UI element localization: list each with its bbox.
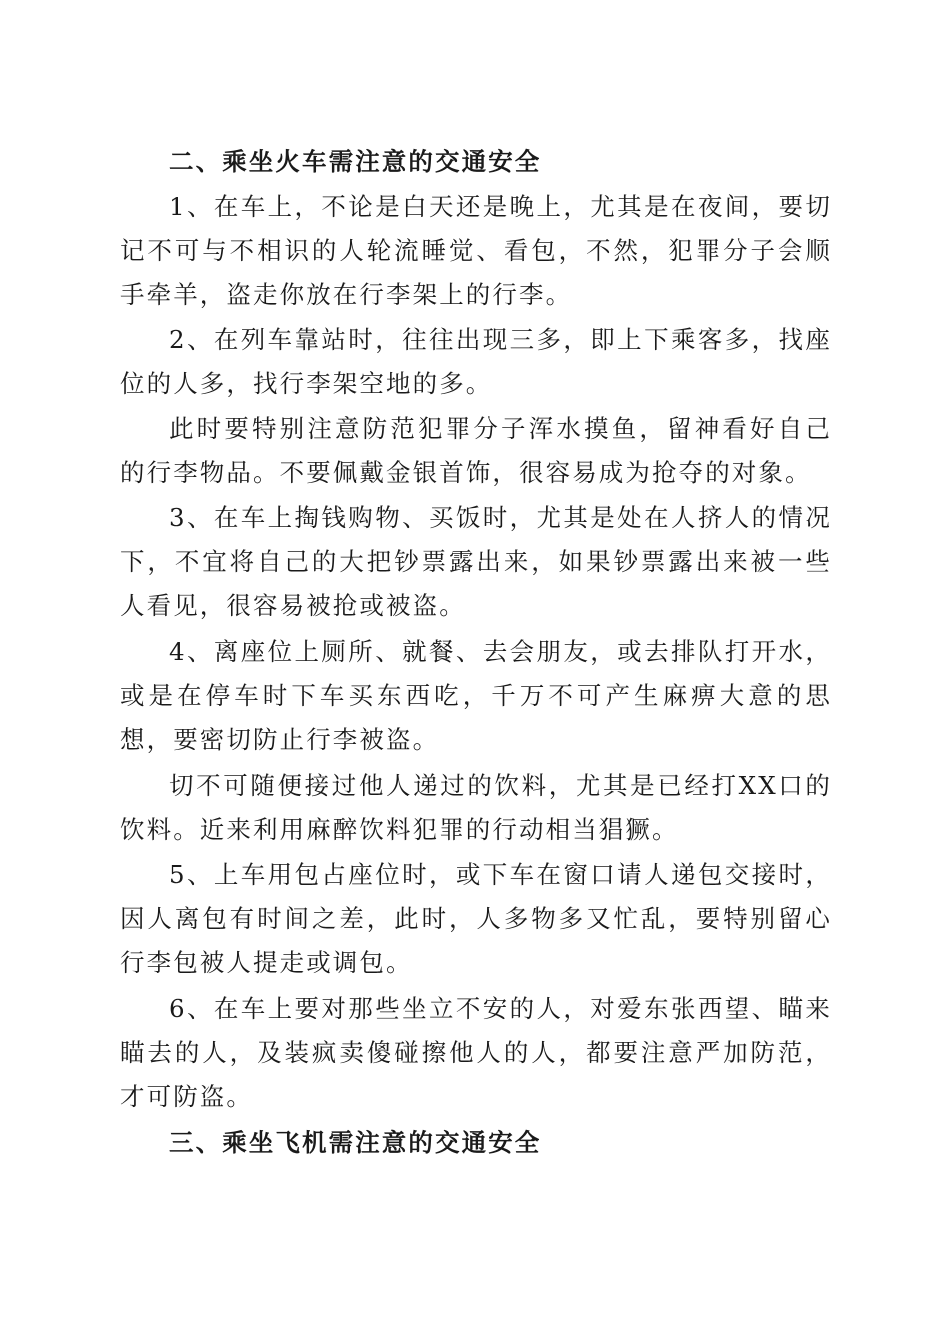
section-heading-train: 二、乘坐火车需注意的交通安全 bbox=[169, 147, 542, 176]
paragraph-7: 5、上车用包占座位时，或下车在窗口请人递包交接时，因人离包有时间之差，此时，人多物多又忙乱，要特别留心行李包被人提走或调包。 bbox=[120, 860, 832, 977]
paragraph-2: 2、在列车靠站时，往往出现三多，即上下乘客多，找座位的人多，找行李架空地的多。 bbox=[120, 325, 832, 398]
section-heading-plane: 三、乘坐飞机需注意的交通安全 bbox=[169, 1128, 542, 1157]
paragraph-5: 4、离座位上厕所、就餐、去会朋友，或去排队打开水，或是在停车时下车买东西吃，千万不可产生麻痹大意的思想，要密切防止行李被盗。 bbox=[120, 637, 832, 754]
paragraph-1: 1、在车上，不论是白天还是晚上，尤其是在夜间，要切记不可与不相识的人轮流睡觉、看包，不然，犯罪分子会顺手牵羊，盗走你放在行李架上的行李。 bbox=[120, 192, 832, 309]
paragraph-3: 此时要特别注意防范犯罪分子浑水摸鱼，留神看好自己的行李物品。不要佩戴金银首饰，很容易成为抢夺的对象。 bbox=[120, 414, 832, 487]
paragraph-6: 切不可随便接过他人递过的饮料，尤其是已经打XX口的饮料。近来利用麻醉饮料犯罪的行动相当猖獗。 bbox=[120, 771, 832, 844]
paragraph-4: 3、在车上掏钱购物、买饭时，尤其是处在人挤人的情况下，不宜将自己的大把钞票露出来，如果钞票露出来被一些人看见，很容易被抢或被盗。 bbox=[120, 503, 832, 620]
paragraph-8: 6、在车上要对那些坐立不安的人，对爱东张西望、瞄来瞄去的人，及装疯卖傻碰擦他人的人，都要注意严加防范，才可防盗。 bbox=[120, 994, 832, 1111]
